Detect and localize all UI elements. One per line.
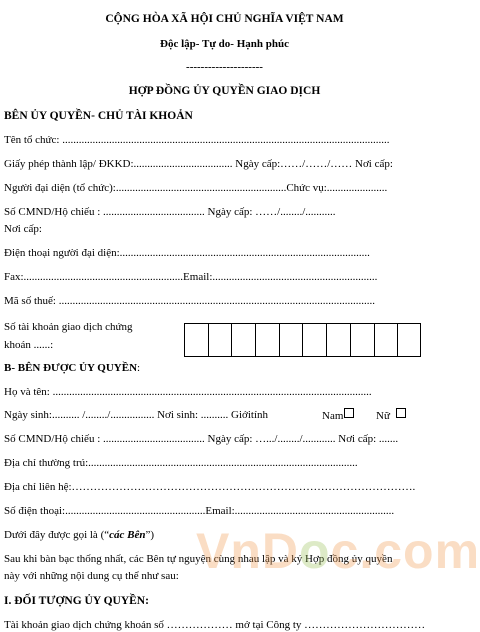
id-number-field: Số CMND/Hộ chiếu : ..................................... Ngày cấp: ……/......../........... <box>4 206 336 218</box>
account-digit-box <box>255 323 279 357</box>
id-place-field: Nơi cấp: <box>4 223 42 235</box>
fax-email-field: Fax:..........................................................Email:............................................................ <box>4 271 378 283</box>
dob-field: Ngày sinh:.......... /......../................ Nơi sinh: .......... Giớitính <box>4 409 269 421</box>
male-checkbox[interactable] <box>344 408 354 418</box>
agreement-line-1: Sau khi bàn bạc thống nhất, các Bên tự nguyện cùng nhau lập và ký Hợp đồng ủy quyền <box>4 553 393 565</box>
representative-field: Người đại diện (tổ chức):..............................................................Chức vụ:...................... <box>4 182 388 194</box>
account-digit-box <box>374 323 398 357</box>
female-checkbox[interactable] <box>396 408 406 418</box>
watermark-part-c: c.com <box>330 523 480 579</box>
account-digit-box <box>208 323 232 357</box>
parties-definition-prefix: Dưới đây được gọi là (“ <box>4 529 110 541</box>
watermark-part-a: VnD <box>196 523 299 579</box>
parties-definition-suffix: ”) <box>145 529 155 541</box>
account-subject-line: Tài khoản giao dịch chứng khoán số ……………… mở tại Công ty …………………………… <box>4 619 426 631</box>
section-b-heading-row <box>4 361 140 375</box>
account-number-boxes <box>184 323 421 357</box>
account-digit-box <box>397 323 421 357</box>
parties-term: các Bên <box>109 529 146 541</box>
account-digit-box <box>302 323 326 357</box>
parties-definition <box>4 528 154 542</box>
contact-address-field: Địa chỉ liên hệ:…………………………………………………………………………………. <box>4 481 416 493</box>
account-number-label: Số tài khoản giao dịch chứng <box>4 321 133 333</box>
section-1-heading: I. ĐỐI TƯỢNG ỦY QUYỀN: <box>4 595 149 607</box>
dob-gender-row <box>4 408 268 422</box>
license-field: Giấy phép thành lập/ ĐKKD:.................................... Ngày cấp:……/……/…… Nơi cấp: <box>4 158 393 170</box>
rep-phone-field: Điện thoại người đại diện:........................................................................................... <box>4 247 370 259</box>
document-title: HỢP ĐỒNG ỦY QUYỀN GIAO DỊCH <box>128 85 321 97</box>
org-name-field: Tên tổ chức: ....................................................................................................................... <box>4 134 390 146</box>
phone-email-field: Số điện thoại:...................................................Email:.......................................................... <box>4 505 395 517</box>
section-b-heading-colon: : <box>137 362 141 374</box>
agreement-line-2: này với những nội dung cụ thể như sau: <box>4 570 179 582</box>
motto: Độc lập- Tự do- Hạnh phúc <box>160 38 289 50</box>
account-digit-box <box>279 323 303 357</box>
vndoc-watermark-logo <box>196 523 480 579</box>
female-label: Nữ <box>376 410 390 422</box>
account-digit-box <box>350 323 374 357</box>
male-label: Nam <box>322 410 344 422</box>
section-b-heading: B- BÊN ĐƯỢC ỦY QUYỀN <box>4 362 138 374</box>
account-digit-box <box>326 323 350 357</box>
gender-male <box>322 408 354 423</box>
permanent-address-field: Địa chỉ thường trú:.................................................................................................. <box>4 457 358 469</box>
watermark-part-b: o <box>299 523 331 579</box>
nation-heading: CỘNG HÒA XÃ HỘI CHỦ NGHĨA VIỆT NAM <box>105 13 344 25</box>
divider: --------------------- <box>186 61 263 73</box>
tax-code-field: Mã số thuế: ................................................................................................................... <box>4 295 375 307</box>
section-a-heading: BÊN ỦY QUYỀN- CHỦ TÀI KHOẢN <box>4 110 193 122</box>
b-id-number-field: Số CMND/Hộ chiếu : ..................................... Ngày cấp: ….../......../............ Nơi cấp: ....... <box>4 433 399 445</box>
account-digit-box <box>231 323 255 357</box>
account-number-label-2: khoán ......: <box>4 339 54 351</box>
gender-female <box>376 408 406 423</box>
account-digit-box <box>184 323 208 357</box>
full-name-field: Họ và tên: .................................................................................................................... <box>4 386 372 398</box>
